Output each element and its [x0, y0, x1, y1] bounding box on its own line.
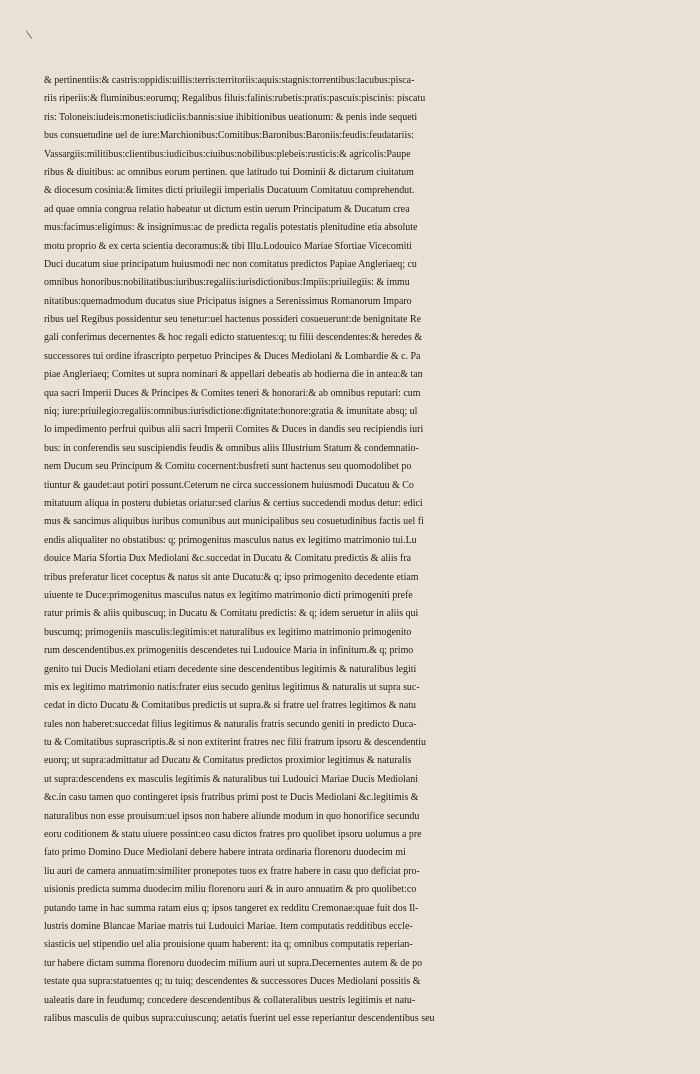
text-line: siasticis uel stipendio uel alia prouisione quam haberent: ita q; omnibus computatis reperian- — [44, 939, 413, 951]
text-line: niq; iure:priuilegio:regaliis:omnibus:iurisdictione:dignitate:honore:gratia & imunitate absq; ul — [44, 406, 418, 418]
text-line: gali conferimus decernentes & hoc regali edicto statuentes:q; tu filii descendentes:& heredes & — [44, 332, 423, 344]
text-line: genito tui Ducis Mediolani etiam decedente sine descendentibus legitimis & naturalibus legiti — [44, 663, 417, 675]
text-line: tur habere dictam summa florenoru duodecim milium auri ut supra.Decernentes autem & de po — [44, 957, 423, 969]
text-line: naturalibus non esse prouisum:uel ipsos non habere aliunde modum in quo honorifice secundu — [44, 810, 420, 822]
text-line: ribus uel Regibus possidentur seu tenetur:uel hactenus possideri cosueuerunt:de benignitate Re — [44, 314, 421, 326]
text-line: ris: Toloneis:iudeis:monetis:iudiciis:bannis:siue ihibitionibus ueationum: & penis inde sequeti — [44, 111, 418, 123]
text-line: Duci ducatum siue principatum huiusmodi nec non comitatus predictos Papiae Angleriaeq; cu — [44, 258, 417, 270]
text-line: fato primo Domino Duce Mediolani debere habere intrata ordinaria florenoru duodecim mi — [44, 847, 406, 859]
text-line: ut supra:descendens ex masculis legitimis & naturalibus tui Ludouici Mariae Ducis Mediolani — [44, 773, 418, 785]
text-line: liu auri de camera annuatim:similiter pronepotes tuos ex fratre habere in casu quo deficiat pro- — [44, 865, 420, 877]
text-line: putando tame in hac summa ratam eius q; ipsos tangeret ex redditu Cremonae:quae fuit dos Il- — [44, 902, 419, 914]
text-line: mus & sancimus aliquibus iuribus comunibus aut municipalibus seu cosuetudinibus factis uel fi — [44, 516, 424, 528]
text-line: ualeatis dare in feudumq; concedere descendentibus & collateralibus uestris legitimis et natu- — [44, 994, 416, 1006]
text-line: qua sacri Imperii Duces & Principes & Comites teneri & honorari:& ab omnibus reputari: cum — [44, 387, 421, 399]
text-line: tu & Comitatibus suprascriptis.& si non extiterint fratres nec filii fratrum ipsoru & descendentiu — [44, 737, 426, 749]
body-text — [44, 72, 522, 1028]
text-line: uisionis predicta summa duodecim miliu florenoru auri & in auro annuatim & pro quolibet:co — [44, 884, 417, 896]
text-line: eoru coditionem & statu uiuere possint:eo casu dictos fratres pro quolibet ipsoru uolumus a pre — [44, 829, 422, 841]
text-line: endis aliqualiter no obstatibus: q; primogenitus masculus natus ex legitimo matrimonio tui.Lu — [44, 534, 417, 546]
text-line: uiuente te Duce:primogenitus masculus natus ex legitimo matrimonio dicti primogeniti prefe — [44, 589, 413, 601]
text-line: lo impedimento perfrui quibus alii sacri Imperii Comites & Duces in dandis seu recipiendis iuri — [44, 424, 424, 436]
text-line: bus: in conferendis seu suscipiendis feudis & omnibus aliis Illustrium Statum & condemnatio- — [44, 442, 419, 454]
text-line: riis riperiis:& fluminibus:eorumq; Regalibus filuis:falinis:rubetis:pratis:pascuis:piscinis: piscatu — [44, 93, 426, 105]
text-line: douice Maria Sfortia Dux Mediolani &c.succedat in Ducatu & Comitatu predictis & aliis fra — [44, 553, 412, 565]
text-line: piae Angleriaeq; Comites ut supra nominari & appellari debeatis ab hodierna die in antea:& tan — [44, 369, 423, 381]
text-line: lustris domine Blancae Mariae matris tui Ludouici Mariae. Item computatis redditibus eccle- — [44, 920, 413, 932]
text-line: &c.in casu tamen quo contingeret ipsis fratribus primi post te Ducis Mediolani &c.legitimis & — [44, 792, 419, 804]
text-line: nem Ducum seu Principum & Comitu cocernent:busfreti sunt hactenus seu quomodolibet po — [44, 461, 412, 473]
text-line: successores tui ordine ifrascripto perpetuo Principes & Duces Mediolani & Lombardie & c. Pa — [44, 350, 421, 362]
text-line: rales non haberet:succedat filius legitimus & naturalis fratris secundo geniti in predicto Duca- — [44, 718, 417, 730]
margin-mark — [26, 27, 37, 39]
text-line: buscumq; primogeniis masculis:legitimis:et naturalibus ex legitimo matrimonio primogenito — [44, 626, 412, 638]
text-line: ratur primis & aliis quibuscuq; in Ducatu & Comitatu predictis: & q; idem seruetur in aliis qui — [44, 608, 419, 620]
text-line: ribus & diuitibus: ac omnibus eorum pertinen. que latitudo tui Dominii & dictarum ciuitatum — [44, 166, 414, 178]
text-line: euorq; ut supra:admittatur ad Ducatu & Comitatus predictos proximior legitimus & naturalis — [44, 755, 412, 767]
text-line: ralibus masculis de quibus supra:cuiuscunq; aetatis fuerint uel esse reperiantur descendentibus seu — [44, 1012, 435, 1024]
text-line: motu proprio & ex certa scientia decoramus:& tibi Illu.Lodouico Mariae Sfortiae Vicecomiti — [44, 240, 412, 252]
text-line: tribus preferatur licet coceptus & natus sit ante Ducatu:& q; ipso primogenito decedente etiam — [44, 571, 419, 583]
text-line: omnibus honoribus:nobilitatibus:iuribus:regaliis:iurisdictionibus:Impiis:priuilegiis: & immu — [44, 277, 410, 289]
text-line: tiuntur & gaudet:aut potiri possunt.Ceterum ne circa successionem huiusmodi Ducatuu & Co — [44, 479, 414, 491]
text-line: ad quae omnia congrua relatio habeatur ut dictum estin uerum Principatum & Ducatum crea — [44, 203, 410, 215]
text-line: rum descendentibus.ex primogenitis descendetes tui Ludouice Maria in infinitum.& q; primo — [44, 645, 414, 657]
text-line: cedat in dicto Ducatu & Comitatibus predictis ut supra.& si fratre uel fratres legitimos & natu — [44, 700, 417, 712]
text-line: & diocesum cosinia:& limites dicti priuilegii imperialis Ducatuum Comitatuu comprehendut. — [44, 185, 415, 197]
text-line: mitatuum aliqua in posteru dubietas oriatur:sed clarius & certius succedendi modus detur: edici — [44, 497, 423, 509]
text-line: mus:facimus:eligimus: & insignimus:ac de predicta regalis potestatis plenitudine etia absolute — [44, 222, 418, 234]
text-line: bus consuetudine uel de iure:Marchionibus:Comitibus:Baronibus:Baroniis:feudis:feudatariis: — [44, 130, 414, 142]
text-line: nitatibus:quemadmodum ducatus siue Pricipatus isignes a Serenissimus Romanorum Imparo — [44, 295, 412, 307]
text-line: testate qua supra:statuentes q; tu tuiq; descendentes & successores Duces Mediolani possitis & — [44, 976, 421, 988]
text-line: mis ex legitimo matrimonio natis:frater eius secudo genitus legitimus & naturalis ut supra suc- — [44, 681, 420, 693]
text-line: Vassargiis:militibus:clientibus:iudicibus:ciuibus:nobilibus:plebeis:rusticis:& agricolis:Paupe — [44, 148, 411, 160]
text-line: & pertinentiis:& castris:oppidis:uillis:terris:territoriis:aquis:stagnis:torrentibus:lacubus:pisca- — [44, 75, 415, 86]
